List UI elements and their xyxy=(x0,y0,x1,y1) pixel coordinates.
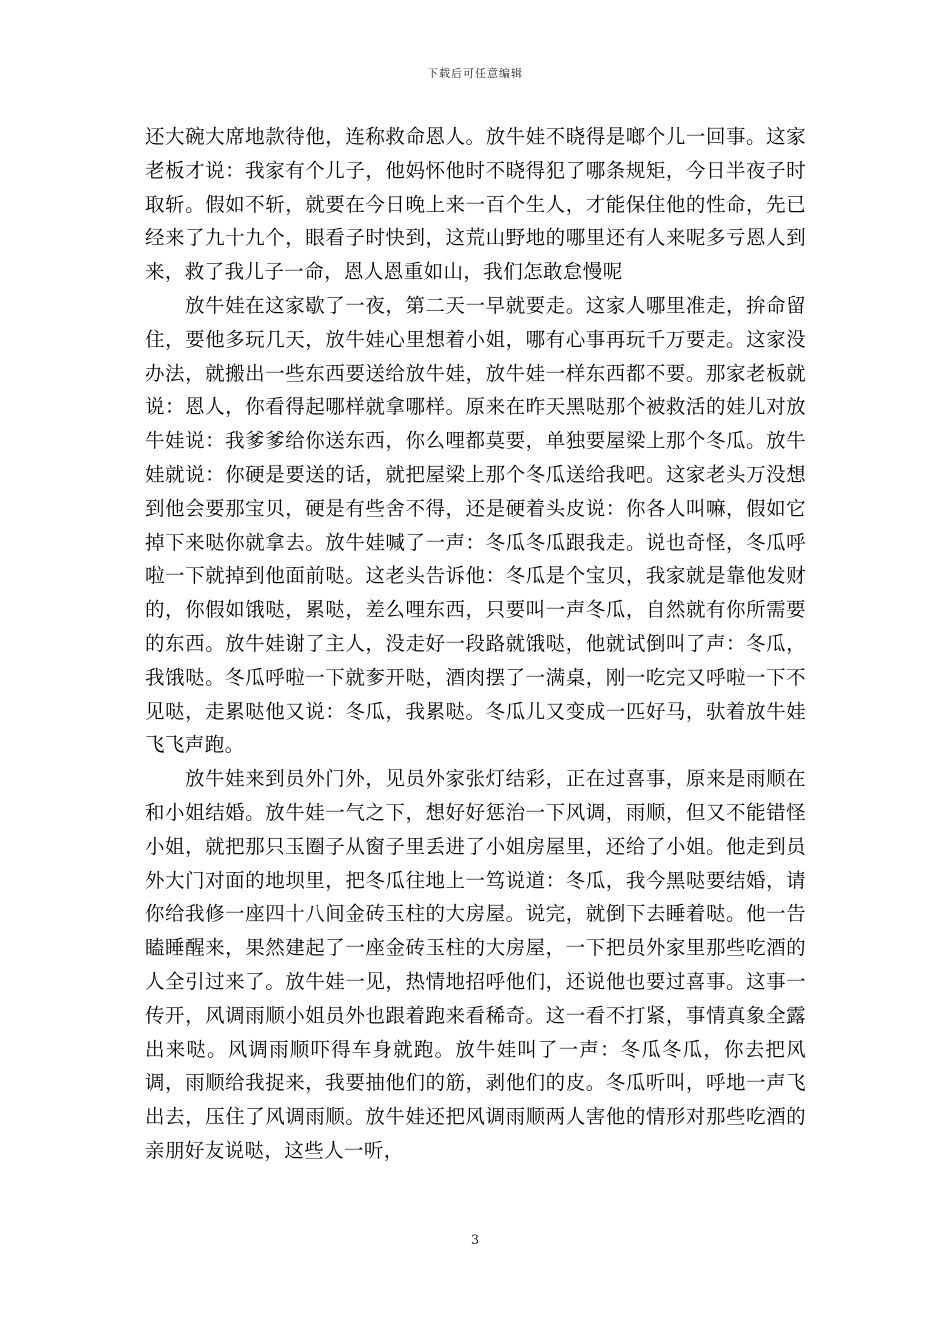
paragraph-continuation: 还大碗大席地款待他，连称救命恩人。放牛娃不晓得是啷个儿一回事。这家老板才说：我家有个儿子，他妈怀他时不晓得犯了哪条规矩，今日半夜子时取斩。假如不斩，就要在今日晚上来一百个生人，才能保住他的性命，先已经来了九十九个，眼看子时快到，这荒山野地的哪里还有人来呢多亏恩人到来，救了我儿子一命，恩人恩重如山，我们怎敢怠慢呢 xyxy=(145,125,806,284)
page-header: 下载后可任意编辑 xyxy=(427,67,523,80)
page-number: 3 xyxy=(470,1233,480,1248)
paragraph: 放牛娃来到员外门外，见员外家张灯结彩，正在过喜事，原来是雨顺在和小姐结婚。放牛娃一气之下，想好好惩治一下风调，雨顺，但又不能错怪小姐，就把那只玉圈子从窗子里丢进了小姐房屋里，还给了小姐。他走到员外大门对面的地坝里，把冬瓜往地上一笃说道：冬瓜，我今黑哒要结婚，请你给我修一座四十八间金砖玉柱的大房屋。说完，就倒下去睡着哒。他一告瞌睡醒来，果然建起了一座金砖玉柱的大房屋，一下把员外家里那些吃酒的人全引过来了。放牛娃一见，热情地招呼他们，还说他也要过喜事。这事一传开，风调雨顺小姐员外也跟着跑来看稀奇。这一看不打紧，事情真象全露出来哒。风调雨顺吓得车身就跑。放牛娃叫了一声：冬瓜冬瓜，你去把风调，雨顺给我捉来，我要抽他们的筋，剥他们的皮。冬瓜听叫，呼地一声飞出去，压住了风调雨顺。放牛娃还把风调雨顺两人害他的情形对那些吃酒的亲朋好友说哒，这些人一听， xyxy=(145,767,806,1162)
document-body xyxy=(145,120,806,1168)
paragraph: 放牛娃在这家歇了一夜，第二天一早就要走。这家人哪里准走，拚命留住，要他多玩几天，放牛娃心里想着小姐，哪有心事再玩千万要走。这家没办法，就搬出一些东西要送给放牛娃，放牛娃一样东西都不要。那家老板就说：恩人，你看得起哪样就拿哪样。原来在昨天黑哒那个被救活的娃儿对放牛娃说：我爹爹给你送东西，你么哩都莫要，单独要屋梁上那个冬瓜。放牛娃就说：你硬是要送的话，就把屋梁上那个冬瓜送给我吧。这家老头万没想到他会要那宝贝，硬是有些舍不得，还是硬着头皮说：你各人叫嘛，假如它掉下来哒你就拿去。放牛娃喊了一声：冬瓜冬瓜跟我走。说也奇怪，冬瓜呼啦一下就掉到他面前哒。这老头告诉他：冬瓜是个宝贝，我家就是靠他发财的，你假如饿哒，累哒，差么哩东西，只要叫一声冬瓜，自然就有你所需要的东西。放牛娃谢了主人，没走好一段路就饿哒，他就试倒叫了声：冬瓜，我饿哒。冬瓜呼啦一下就奓开哒，酒肉摆了一满桌，刚一吃完又呼啦一下不见哒，走累哒他又说：冬瓜，我累哒。冬瓜儿又变成一匹好马，驮着放牛娃飞飞声跑。 xyxy=(145,293,806,757)
